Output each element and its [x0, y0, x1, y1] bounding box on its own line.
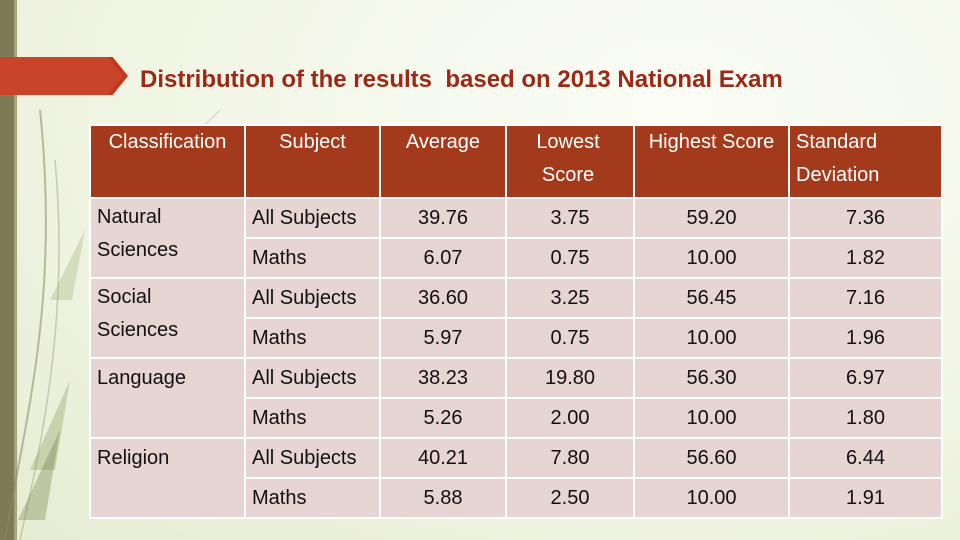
table-row: [90, 278, 942, 318]
sd-cell: 7.16: [789, 278, 942, 318]
average-cell: 5.26: [380, 398, 506, 438]
lowest-cell: 0.75: [506, 238, 634, 278]
sd-cell: 1.96: [789, 318, 942, 358]
highest-cell: 56.30: [634, 358, 789, 398]
slide-title: Distribution of the results based on 2013 National Exam: [140, 66, 783, 93]
average-cell: 6.07: [380, 238, 506, 278]
table-row: [90, 438, 942, 478]
lowest-cell: 7.80: [506, 438, 634, 478]
header-classification: Classification: [90, 125, 245, 198]
header-subject: Subject: [245, 125, 380, 198]
title-arrow-tab-highlight: [0, 57, 128, 95]
sd-cell: 6.44: [789, 438, 942, 478]
highest-cell: 10.00: [634, 238, 789, 278]
highest-cell: 10.00: [634, 478, 789, 518]
lowest-cell: 0.75: [506, 318, 634, 358]
subject-cell: Maths: [245, 398, 380, 438]
subject-cell: All Subjects: [245, 358, 380, 398]
results-table: [89, 124, 943, 519]
lowest-cell: 3.75: [506, 198, 634, 238]
subject-cell: All Subjects: [245, 198, 380, 238]
highest-cell: 59.20: [634, 198, 789, 238]
header-standard-deviation: Standard Deviation: [789, 125, 942, 198]
highest-cell: 56.45: [634, 278, 789, 318]
table-row: [90, 358, 942, 398]
sd-cell: 1.82: [789, 238, 942, 278]
average-cell: 38.23: [380, 358, 506, 398]
average-cell: 36.60: [380, 278, 506, 318]
subject-cell: Maths: [245, 478, 380, 518]
subject-cell: Maths: [245, 318, 380, 358]
classification-cell: Religion: [90, 438, 245, 518]
classification-cell: Social Sciences: [90, 278, 245, 358]
header-average: Average: [380, 125, 506, 198]
classification-cell: Natural Sciences: [90, 198, 245, 278]
sd-cell: 1.91: [789, 478, 942, 518]
lowest-cell: 2.00: [506, 398, 634, 438]
table-header-row: [90, 125, 942, 198]
subject-cell: All Subjects: [245, 438, 380, 478]
highest-cell: 10.00: [634, 318, 789, 358]
lowest-cell: 3.25: [506, 278, 634, 318]
highest-cell: 10.00: [634, 398, 789, 438]
lowest-cell: 19.80: [506, 358, 634, 398]
header-highest-score: Highest Score: [634, 125, 789, 198]
average-cell: 5.88: [380, 478, 506, 518]
subject-cell: Maths: [245, 238, 380, 278]
sd-cell: 6.97: [789, 358, 942, 398]
sd-cell: 1.80: [789, 398, 942, 438]
average-cell: 5.97: [380, 318, 506, 358]
sd-cell: 7.36: [789, 198, 942, 238]
subject-cell: All Subjects: [245, 278, 380, 318]
header-lowest-score: Lowest Score: [506, 125, 634, 198]
lowest-cell: 2.50: [506, 478, 634, 518]
average-cell: 40.21: [380, 438, 506, 478]
classification-cell: Language: [90, 358, 245, 438]
table-row: [90, 198, 942, 238]
highest-cell: 56.60: [634, 438, 789, 478]
average-cell: 39.76: [380, 198, 506, 238]
